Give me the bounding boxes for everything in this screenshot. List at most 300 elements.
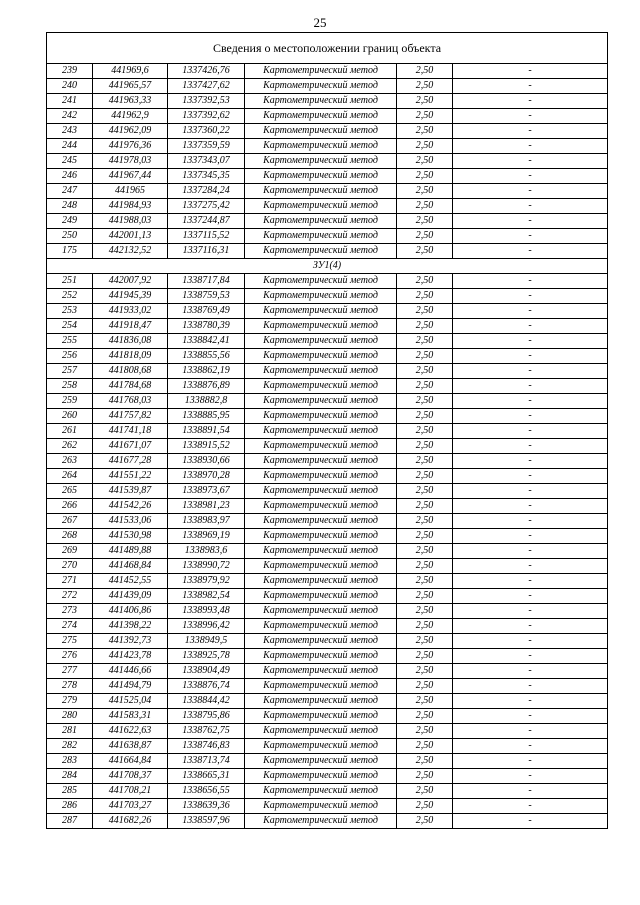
point-number-cell: 259 <box>47 394 93 409</box>
x-coordinate-cell: 442007,92 <box>93 274 168 289</box>
method-cell: Картометрический метод <box>245 334 397 349</box>
accuracy-cell: 2,50 <box>397 364 453 379</box>
point-number-cell: 256 <box>47 349 93 364</box>
y-coordinate-cell: 1338979,92 <box>168 574 245 589</box>
description-cell: - <box>453 289 608 304</box>
point-number-cell: 279 <box>47 694 93 709</box>
accuracy-cell: 2,50 <box>397 169 453 184</box>
table-row <box>47 574 608 589</box>
method-cell: Картометрический метод <box>245 784 397 799</box>
point-number-cell: 247 <box>47 184 93 199</box>
point-number-cell: 258 <box>47 379 93 394</box>
accuracy-cell: 2,50 <box>397 679 453 694</box>
table-row <box>47 589 608 604</box>
y-coordinate-cell: 1338597,96 <box>168 814 245 829</box>
accuracy-cell: 2,50 <box>397 334 453 349</box>
table-row <box>47 694 608 709</box>
y-coordinate-cell: 1338885,95 <box>168 409 245 424</box>
table-row <box>47 484 608 499</box>
description-cell: - <box>453 229 608 244</box>
accuracy-cell: 2,50 <box>397 394 453 409</box>
x-coordinate-cell: 441682,26 <box>93 814 168 829</box>
method-cell: Картометрический метод <box>245 379 397 394</box>
accuracy-cell: 2,50 <box>397 439 453 454</box>
accuracy-cell: 2,50 <box>397 814 453 829</box>
table-row <box>47 94 608 109</box>
method-cell: Картометрический метод <box>245 139 397 154</box>
method-cell: Картометрический метод <box>245 64 397 79</box>
method-cell: Картометрический метод <box>245 184 397 199</box>
x-coordinate-cell: 441533,06 <box>93 514 168 529</box>
accuracy-cell: 2,50 <box>397 589 453 604</box>
table-row <box>47 319 608 334</box>
description-cell: - <box>453 334 608 349</box>
table-row <box>47 604 608 619</box>
y-coordinate-cell: 1338762,75 <box>168 724 245 739</box>
table-row <box>47 454 608 469</box>
accuracy-cell: 2,50 <box>397 709 453 724</box>
method-cell: Картометрический метод <box>245 274 397 289</box>
table-row <box>47 754 608 769</box>
description-cell: - <box>453 139 608 154</box>
table-row <box>47 184 608 199</box>
description-cell: - <box>453 349 608 364</box>
description-cell: - <box>453 709 608 724</box>
y-coordinate-cell: 1338930,66 <box>168 454 245 469</box>
x-coordinate-cell: 441452,55 <box>93 574 168 589</box>
y-coordinate-cell: 1338842,41 <box>168 334 245 349</box>
point-number-cell: 264 <box>47 469 93 484</box>
point-number-cell: 261 <box>47 424 93 439</box>
y-coordinate-cell: 1337427,62 <box>168 79 245 94</box>
accuracy-cell: 2,50 <box>397 379 453 394</box>
y-coordinate-cell: 1337359,59 <box>168 139 245 154</box>
point-number-cell: 273 <box>47 604 93 619</box>
table-row <box>47 424 608 439</box>
table-row <box>47 124 608 139</box>
accuracy-cell: 2,50 <box>397 424 453 439</box>
description-cell: - <box>453 94 608 109</box>
x-coordinate-cell: 441439,09 <box>93 589 168 604</box>
point-number-cell: 265 <box>47 484 93 499</box>
x-coordinate-cell: 441965,57 <box>93 79 168 94</box>
method-cell: Картометрический метод <box>245 424 397 439</box>
point-number-cell: 287 <box>47 814 93 829</box>
x-coordinate-cell: 441978,03 <box>93 154 168 169</box>
accuracy-cell: 2,50 <box>397 724 453 739</box>
description-cell: - <box>453 574 608 589</box>
table-row <box>47 409 608 424</box>
method-cell: Картометрический метод <box>245 514 397 529</box>
description-cell: - <box>453 694 608 709</box>
y-coordinate-cell: 1337116,31 <box>168 244 245 259</box>
method-cell: Картометрический метод <box>245 724 397 739</box>
accuracy-cell: 2,50 <box>397 799 453 814</box>
description-cell: - <box>453 469 608 484</box>
y-coordinate-cell: 1338844,42 <box>168 694 245 709</box>
table-row <box>47 499 608 514</box>
description-cell: - <box>453 679 608 694</box>
y-coordinate-cell: 1338746,83 <box>168 739 245 754</box>
table-row <box>47 229 608 244</box>
table-row <box>47 799 608 814</box>
table-row <box>47 379 608 394</box>
y-coordinate-cell: 1338713,74 <box>168 754 245 769</box>
x-coordinate-cell: 441965 <box>93 184 168 199</box>
method-cell: Картометрический метод <box>245 499 397 514</box>
x-coordinate-cell: 441945,39 <box>93 289 168 304</box>
point-number-cell: 283 <box>47 754 93 769</box>
y-coordinate-cell: 1337392,62 <box>168 109 245 124</box>
y-coordinate-cell: 1338949,5 <box>168 634 245 649</box>
method-cell: Картометрический метод <box>245 799 397 814</box>
method-cell: Картометрический метод <box>245 304 397 319</box>
point-number-cell: 271 <box>47 574 93 589</box>
point-number-cell: 250 <box>47 229 93 244</box>
y-coordinate-cell: 1338656,55 <box>168 784 245 799</box>
x-coordinate-cell: 441808,68 <box>93 364 168 379</box>
point-number-cell: 243 <box>47 124 93 139</box>
method-cell: Картометрический метод <box>245 619 397 634</box>
table-row <box>47 439 608 454</box>
point-number-cell: 281 <box>47 724 93 739</box>
y-coordinate-cell: 1338862,19 <box>168 364 245 379</box>
table-row <box>47 109 608 124</box>
description-cell: - <box>453 634 608 649</box>
x-coordinate-cell: 441967,44 <box>93 169 168 184</box>
table-title: Сведения о местоположении границ объекта <box>47 33 608 64</box>
x-coordinate-cell: 441984,93 <box>93 199 168 214</box>
method-cell: Картометрический метод <box>245 364 397 379</box>
y-coordinate-cell: 1337345,35 <box>168 169 245 184</box>
description-cell: - <box>453 739 608 754</box>
point-number-cell: 254 <box>47 319 93 334</box>
method-cell: Картометрический метод <box>245 244 397 259</box>
accuracy-cell: 2,50 <box>397 619 453 634</box>
point-number-cell: 249 <box>47 214 93 229</box>
table-row <box>47 79 608 94</box>
x-coordinate-cell: 441768,03 <box>93 394 168 409</box>
accuracy-cell: 2,50 <box>397 154 453 169</box>
description-cell: - <box>453 454 608 469</box>
method-cell: Картометрический метод <box>245 529 397 544</box>
table-row <box>47 649 608 664</box>
table-row <box>47 559 608 574</box>
accuracy-cell: 2,50 <box>397 79 453 94</box>
accuracy-cell: 2,50 <box>397 184 453 199</box>
method-cell: Картометрический метод <box>245 319 397 334</box>
y-coordinate-cell: 1337244,87 <box>168 214 245 229</box>
point-number-cell: 268 <box>47 529 93 544</box>
accuracy-cell: 2,50 <box>397 319 453 334</box>
x-coordinate-cell: 441962,09 <box>93 124 168 139</box>
point-number-cell: 246 <box>47 169 93 184</box>
point-number-cell: 286 <box>47 799 93 814</box>
table-row <box>47 169 608 184</box>
method-cell: Картометрический метод <box>245 679 397 694</box>
y-coordinate-cell: 1338981,23 <box>168 499 245 514</box>
y-coordinate-cell: 1338665,31 <box>168 769 245 784</box>
method-cell: Картометрический метод <box>245 109 397 124</box>
accuracy-cell: 2,50 <box>397 499 453 514</box>
table-row <box>47 244 608 259</box>
accuracy-cell: 2,50 <box>397 199 453 214</box>
table-row <box>47 364 608 379</box>
x-coordinate-cell: 441489,88 <box>93 544 168 559</box>
x-coordinate-cell: 441836,08 <box>93 334 168 349</box>
accuracy-cell: 2,50 <box>397 574 453 589</box>
description-cell: - <box>453 79 608 94</box>
description-cell: - <box>453 664 608 679</box>
table-row <box>47 769 608 784</box>
point-number-cell: 284 <box>47 769 93 784</box>
method-cell: Картометрический метод <box>245 544 397 559</box>
x-coordinate-cell: 441963,33 <box>93 94 168 109</box>
y-coordinate-cell: 1338925,78 <box>168 649 245 664</box>
x-coordinate-cell: 441423,78 <box>93 649 168 664</box>
accuracy-cell: 2,50 <box>397 64 453 79</box>
table-row <box>47 274 608 289</box>
accuracy-cell: 2,50 <box>397 649 453 664</box>
point-number-cell: 175 <box>47 244 93 259</box>
y-coordinate-cell: 1337426,76 <box>168 64 245 79</box>
y-coordinate-cell: 1338970,28 <box>168 469 245 484</box>
x-coordinate-cell: 441494,79 <box>93 679 168 694</box>
description-cell: - <box>453 154 608 169</box>
x-coordinate-cell: 441551,22 <box>93 469 168 484</box>
table-row <box>47 289 608 304</box>
method-cell: Картометрический метод <box>245 169 397 184</box>
description-cell: - <box>453 484 608 499</box>
method-cell: Картометрический метод <box>245 154 397 169</box>
x-coordinate-cell: 441671,07 <box>93 439 168 454</box>
point-number-cell: 244 <box>47 139 93 154</box>
accuracy-cell: 2,50 <box>397 484 453 499</box>
accuracy-cell: 2,50 <box>397 544 453 559</box>
table-row <box>47 664 608 679</box>
x-coordinate-cell: 441664,84 <box>93 754 168 769</box>
accuracy-cell: 2,50 <box>397 214 453 229</box>
point-number-cell: 253 <box>47 304 93 319</box>
x-coordinate-cell: 441918,47 <box>93 319 168 334</box>
method-cell: Картометрический метод <box>245 469 397 484</box>
method-cell: Картометрический метод <box>245 814 397 829</box>
x-coordinate-cell: 441638,87 <box>93 739 168 754</box>
description-cell: - <box>453 409 608 424</box>
x-coordinate-cell: 441976,36 <box>93 139 168 154</box>
table-row <box>47 334 608 349</box>
accuracy-cell: 2,50 <box>397 304 453 319</box>
accuracy-cell: 2,50 <box>397 109 453 124</box>
x-coordinate-cell: 442132,52 <box>93 244 168 259</box>
description-cell: - <box>453 544 608 559</box>
table-row <box>47 784 608 799</box>
point-number-cell: 260 <box>47 409 93 424</box>
x-coordinate-cell: 441784,68 <box>93 379 168 394</box>
x-coordinate-cell: 441933,02 <box>93 304 168 319</box>
description-cell: - <box>453 514 608 529</box>
x-coordinate-cell: 441398,22 <box>93 619 168 634</box>
point-number-cell: 255 <box>47 334 93 349</box>
x-coordinate-cell: 441525,04 <box>93 694 168 709</box>
boundary-coordinates-table <box>46 32 608 829</box>
table-row <box>47 739 608 754</box>
description-cell: - <box>453 214 608 229</box>
table-row <box>47 709 608 724</box>
accuracy-cell: 2,50 <box>397 769 453 784</box>
table-row <box>47 139 608 154</box>
table-row <box>47 214 608 229</box>
y-coordinate-cell: 1337284,24 <box>168 184 245 199</box>
x-coordinate-cell: 441969,6 <box>93 64 168 79</box>
point-number-cell: 263 <box>47 454 93 469</box>
table-row <box>47 304 608 319</box>
y-coordinate-cell: 1338780,39 <box>168 319 245 334</box>
point-number-cell: 270 <box>47 559 93 574</box>
description-cell: - <box>453 559 608 574</box>
y-coordinate-cell: 1338717,84 <box>168 274 245 289</box>
y-coordinate-cell: 1338882,8 <box>168 394 245 409</box>
description-cell: - <box>453 589 608 604</box>
description-cell: - <box>453 244 608 259</box>
description-cell: - <box>453 769 608 784</box>
description-cell: - <box>453 784 608 799</box>
accuracy-cell: 2,50 <box>397 529 453 544</box>
x-coordinate-cell: 441542,26 <box>93 499 168 514</box>
table-title-row <box>47 33 608 64</box>
point-number-cell: 277 <box>47 664 93 679</box>
table-row <box>47 634 608 649</box>
description-cell: - <box>453 424 608 439</box>
accuracy-cell: 2,50 <box>397 754 453 769</box>
y-coordinate-cell: 1338759,53 <box>168 289 245 304</box>
point-number-cell: 274 <box>47 619 93 634</box>
x-coordinate-cell: 441962,9 <box>93 109 168 124</box>
table-row <box>47 199 608 214</box>
description-cell: - <box>453 304 608 319</box>
method-cell: Картометрический метод <box>245 439 397 454</box>
x-coordinate-cell: 441468,84 <box>93 559 168 574</box>
table-row <box>47 154 608 169</box>
x-coordinate-cell: 441392,73 <box>93 634 168 649</box>
y-coordinate-cell: 1338983,6 <box>168 544 245 559</box>
point-number-cell: 262 <box>47 439 93 454</box>
description-cell: - <box>453 109 608 124</box>
method-cell: Картометрический метод <box>245 769 397 784</box>
description-cell: - <box>453 199 608 214</box>
method-cell: Картометрический метод <box>245 559 397 574</box>
x-coordinate-cell: 441988,03 <box>93 214 168 229</box>
y-coordinate-cell: 1338795,86 <box>168 709 245 724</box>
method-cell: Картометрический метод <box>245 754 397 769</box>
method-cell: Картометрический метод <box>245 229 397 244</box>
y-coordinate-cell: 1338639,36 <box>168 799 245 814</box>
y-coordinate-cell: 1338769,49 <box>168 304 245 319</box>
point-number-cell: 266 <box>47 499 93 514</box>
y-coordinate-cell: 1338982,54 <box>168 589 245 604</box>
y-coordinate-cell: 1338996,42 <box>168 619 245 634</box>
section-header-row <box>47 259 608 274</box>
method-cell: Картометрический метод <box>245 664 397 679</box>
accuracy-cell: 2,50 <box>397 514 453 529</box>
x-coordinate-cell: 441583,31 <box>93 709 168 724</box>
point-number-cell: 245 <box>47 154 93 169</box>
method-cell: Картометрический метод <box>245 589 397 604</box>
method-cell: Картометрический метод <box>245 604 397 619</box>
method-cell: Картометрический метод <box>245 199 397 214</box>
y-coordinate-cell: 1337343,07 <box>168 154 245 169</box>
point-number-cell: 269 <box>47 544 93 559</box>
method-cell: Картометрический метод <box>245 694 397 709</box>
table-row <box>47 814 608 829</box>
y-coordinate-cell: 1337275,42 <box>168 199 245 214</box>
table-row <box>47 529 608 544</box>
y-coordinate-cell: 1338876,89 <box>168 379 245 394</box>
point-number-cell: 240 <box>47 79 93 94</box>
point-number-cell: 251 <box>47 274 93 289</box>
y-coordinate-cell: 1338969,19 <box>168 529 245 544</box>
description-cell: - <box>453 799 608 814</box>
table-body <box>47 33 608 829</box>
section-label: ЗУ1(4) <box>47 259 608 274</box>
accuracy-cell: 2,50 <box>397 244 453 259</box>
accuracy-cell: 2,50 <box>397 604 453 619</box>
y-coordinate-cell: 1338993,48 <box>168 604 245 619</box>
y-coordinate-cell: 1337360,22 <box>168 124 245 139</box>
accuracy-cell: 2,50 <box>397 139 453 154</box>
accuracy-cell: 2,50 <box>397 124 453 139</box>
table-row <box>47 394 608 409</box>
point-number-cell: 275 <box>47 634 93 649</box>
accuracy-cell: 2,50 <box>397 94 453 109</box>
accuracy-cell: 2,50 <box>397 559 453 574</box>
point-number-cell: 278 <box>47 679 93 694</box>
x-coordinate-cell: 441622,63 <box>93 724 168 739</box>
description-cell: - <box>453 184 608 199</box>
y-coordinate-cell: 1337115,52 <box>168 229 245 244</box>
point-number-cell: 241 <box>47 94 93 109</box>
accuracy-cell: 2,50 <box>397 289 453 304</box>
y-coordinate-cell: 1338891,54 <box>168 424 245 439</box>
description-cell: - <box>453 814 608 829</box>
accuracy-cell: 2,50 <box>397 409 453 424</box>
y-coordinate-cell: 1338973,67 <box>168 484 245 499</box>
accuracy-cell: 2,50 <box>397 274 453 289</box>
point-number-cell: 282 <box>47 739 93 754</box>
x-coordinate-cell: 441708,37 <box>93 769 168 784</box>
method-cell: Картометрический метод <box>245 484 397 499</box>
point-number-cell: 267 <box>47 514 93 529</box>
description-cell: - <box>453 124 608 139</box>
table-row <box>47 544 608 559</box>
point-number-cell: 248 <box>47 199 93 214</box>
description-cell: - <box>453 64 608 79</box>
table-row <box>47 679 608 694</box>
method-cell: Картометрический метод <box>245 349 397 364</box>
description-cell: - <box>453 379 608 394</box>
description-cell: - <box>453 724 608 739</box>
point-number-cell: 272 <box>47 589 93 604</box>
point-number-cell: 285 <box>47 784 93 799</box>
y-coordinate-cell: 1337392,53 <box>168 94 245 109</box>
y-coordinate-cell: 1338904,49 <box>168 664 245 679</box>
table-row <box>47 469 608 484</box>
x-coordinate-cell: 441757,82 <box>93 409 168 424</box>
description-cell: - <box>453 439 608 454</box>
accuracy-cell: 2,50 <box>397 454 453 469</box>
table-row <box>47 619 608 634</box>
accuracy-cell: 2,50 <box>397 349 453 364</box>
